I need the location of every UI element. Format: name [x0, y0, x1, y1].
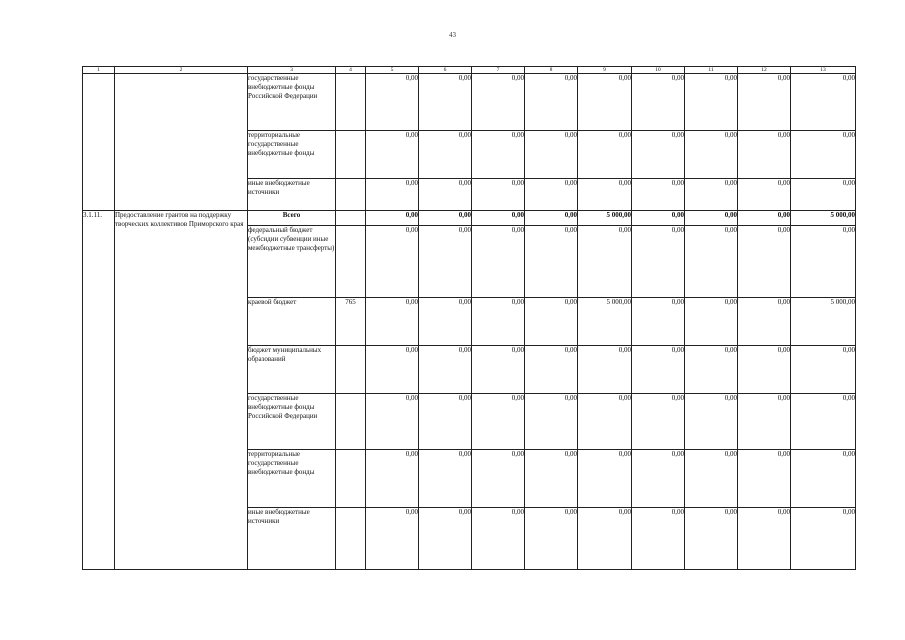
amount-cell: 5 000,00 — [578, 298, 632, 346]
amount-cell: 0,00 — [632, 394, 685, 450]
amount-cell: 0,00 — [685, 346, 738, 394]
amount-cell: 0,00 — [738, 211, 791, 226]
amount-cell: 0,00 — [685, 450, 738, 508]
funding-source: краевой бюджет — [248, 298, 336, 346]
amount-cell: 0,00 — [366, 508, 419, 570]
column-number: 5 — [366, 67, 419, 74]
continued-title-cell — [115, 74, 248, 211]
amount-cell: 0,00 — [685, 226, 738, 298]
table-row — [83, 211, 856, 226]
amount-cell: 0,00 — [366, 211, 419, 226]
column-number: 11 — [685, 67, 738, 74]
amount-cell: 0,00 — [472, 346, 525, 394]
budget-code — [336, 394, 366, 450]
funding-source: территориальные государственные внебюджетные фонды — [248, 450, 336, 508]
amount-cell: 0,00 — [632, 74, 685, 131]
budget-code — [336, 226, 366, 298]
amount-cell: 0,00 — [685, 394, 738, 450]
amount-cell: 0,00 — [472, 226, 525, 298]
amount-cell: 0,00 — [685, 74, 738, 131]
budget-code — [336, 211, 366, 226]
amount-cell: 0,00 — [578, 508, 632, 570]
amount-cell: 0,00 — [685, 508, 738, 570]
amount-cell: 0,00 — [525, 131, 578, 179]
funding-source: Всего — [248, 211, 336, 226]
amount-cell: 0,00 — [525, 74, 578, 131]
amount-cell: 0,00 — [472, 131, 525, 179]
budget-code — [336, 508, 366, 570]
amount-cell: 0,00 — [632, 211, 685, 226]
column-number: 13 — [791, 67, 856, 74]
amount-cell: 0,00 — [685, 179, 738, 211]
amount-cell: 0,00 — [419, 508, 472, 570]
amount-cell: 0,00 — [366, 394, 419, 450]
amount-cell: 0,00 — [525, 211, 578, 226]
amount-cell: 0,00 — [366, 346, 419, 394]
page-number: 43 — [449, 31, 456, 39]
amount-cell: 0,00 — [366, 131, 419, 179]
budget-code — [336, 450, 366, 508]
amount-cell: 0,00 — [578, 74, 632, 131]
table-row — [83, 74, 856, 131]
amount-cell: 0,00 — [791, 179, 856, 211]
amount-cell: 0,00 — [578, 131, 632, 179]
budget-code: 765 — [336, 298, 366, 346]
amount-cell: 0,00 — [685, 211, 738, 226]
amount-cell: 0,00 — [791, 394, 856, 450]
budget-table — [82, 66, 856, 570]
amount-cell: 0,00 — [419, 226, 472, 298]
amount-cell: 0,00 — [472, 508, 525, 570]
amount-cell: 0,00 — [525, 346, 578, 394]
amount-cell: 0,00 — [632, 131, 685, 179]
amount-cell: 0,00 — [419, 211, 472, 226]
amount-cell: 0,00 — [738, 179, 791, 211]
amount-cell: 0,00 — [366, 179, 419, 211]
amount-cell: 0,00 — [791, 74, 856, 131]
amount-cell: 0,00 — [632, 508, 685, 570]
amount-cell: 0,00 — [472, 450, 525, 508]
amount-cell: 0,00 — [472, 179, 525, 211]
continued-number-cell — [83, 74, 115, 211]
funding-source: государственные внебюджетные фонды Российской Федерации — [248, 74, 336, 131]
funding-source: иные внебюджетные источники — [248, 179, 336, 211]
amount-cell: 0,00 — [738, 226, 791, 298]
amount-cell: 0,00 — [419, 179, 472, 211]
amount-cell: 0,00 — [685, 131, 738, 179]
amount-cell: 0,00 — [366, 74, 419, 131]
amount-cell: 0,00 — [419, 394, 472, 450]
column-number-row — [83, 67, 856, 74]
amount-cell: 0,00 — [366, 226, 419, 298]
budget-code — [336, 179, 366, 211]
section-number: 3.1.11. — [83, 211, 115, 570]
amount-cell: 0,00 — [685, 298, 738, 346]
funding-source: бюджет муниципальных образований — [248, 346, 336, 394]
amount-cell: 0,00 — [419, 346, 472, 394]
amount-cell: 0,00 — [419, 74, 472, 131]
funding-source: федеральный бюджет (субсидии субвенции иные межбюджетные трансферты) — [248, 226, 336, 298]
column-number: 3 — [248, 67, 336, 74]
amount-cell: 0,00 — [525, 179, 578, 211]
amount-cell: 0,00 — [738, 508, 791, 570]
amount-cell: 0,00 — [738, 74, 791, 131]
amount-cell: 0,00 — [738, 450, 791, 508]
amount-cell: 0,00 — [472, 74, 525, 131]
amount-cell: 0,00 — [738, 394, 791, 450]
amount-cell: 0,00 — [525, 450, 578, 508]
amount-cell: 0,00 — [738, 346, 791, 394]
amount-cell: 0,00 — [791, 226, 856, 298]
budget-code — [336, 131, 366, 179]
amount-cell: 0,00 — [578, 226, 632, 298]
amount-cell: 0,00 — [419, 450, 472, 508]
amount-cell: 0,00 — [472, 211, 525, 226]
amount-cell: 0,00 — [525, 298, 578, 346]
amount-cell: 0,00 — [738, 131, 791, 179]
column-number: 12 — [738, 67, 791, 74]
column-number: 7 — [472, 67, 525, 74]
amount-cell: 5 000,00 — [791, 298, 856, 346]
budget-code — [336, 74, 366, 131]
amount-cell: 0,00 — [632, 179, 685, 211]
amount-cell: 0,00 — [525, 508, 578, 570]
budget-code — [336, 346, 366, 394]
amount-cell: 0,00 — [472, 394, 525, 450]
amount-cell: 0,00 — [578, 394, 632, 450]
amount-cell: 0,00 — [419, 298, 472, 346]
amount-cell: 0,00 — [525, 226, 578, 298]
amount-cell: 0,00 — [791, 131, 856, 179]
amount-cell: 0,00 — [366, 450, 419, 508]
table-body — [83, 67, 856, 570]
funding-source: иные внебюджетные источники — [248, 508, 336, 570]
amount-cell: 0,00 — [578, 179, 632, 211]
funding-source: государственные внебюджетные фонды Российской Федерации — [248, 394, 336, 450]
column-number: 9 — [578, 67, 632, 74]
amount-cell: 0,00 — [472, 298, 525, 346]
amount-cell: 0,00 — [419, 131, 472, 179]
amount-cell: 5 000,00 — [578, 211, 632, 226]
amount-cell: 0,00 — [578, 346, 632, 394]
amount-cell: 0,00 — [525, 394, 578, 450]
column-number: 10 — [632, 67, 685, 74]
amount-cell: 0,00 — [738, 298, 791, 346]
column-number: 6 — [419, 67, 472, 74]
amount-cell: 0,00 — [791, 450, 856, 508]
amount-cell: 0,00 — [791, 508, 856, 570]
amount-cell: 0,00 — [791, 346, 856, 394]
amount-cell: 0,00 — [632, 450, 685, 508]
section-title: Предоставление грантов на поддержку творческих коллективов Приморского края — [115, 211, 248, 570]
amount-cell: 0,00 — [632, 226, 685, 298]
amount-cell: 5 000,00 — [791, 211, 856, 226]
amount-cell: 0,00 — [578, 450, 632, 508]
column-number: 4 — [336, 67, 366, 74]
amount-cell: 0,00 — [366, 298, 419, 346]
amount-cell: 0,00 — [632, 346, 685, 394]
funding-source: территориальные государственные внебюджетные фонды — [248, 131, 336, 179]
amount-cell: 0,00 — [632, 298, 685, 346]
column-number: 8 — [525, 67, 578, 74]
column-number: 2 — [115, 67, 248, 74]
column-number: 1 — [83, 67, 115, 74]
